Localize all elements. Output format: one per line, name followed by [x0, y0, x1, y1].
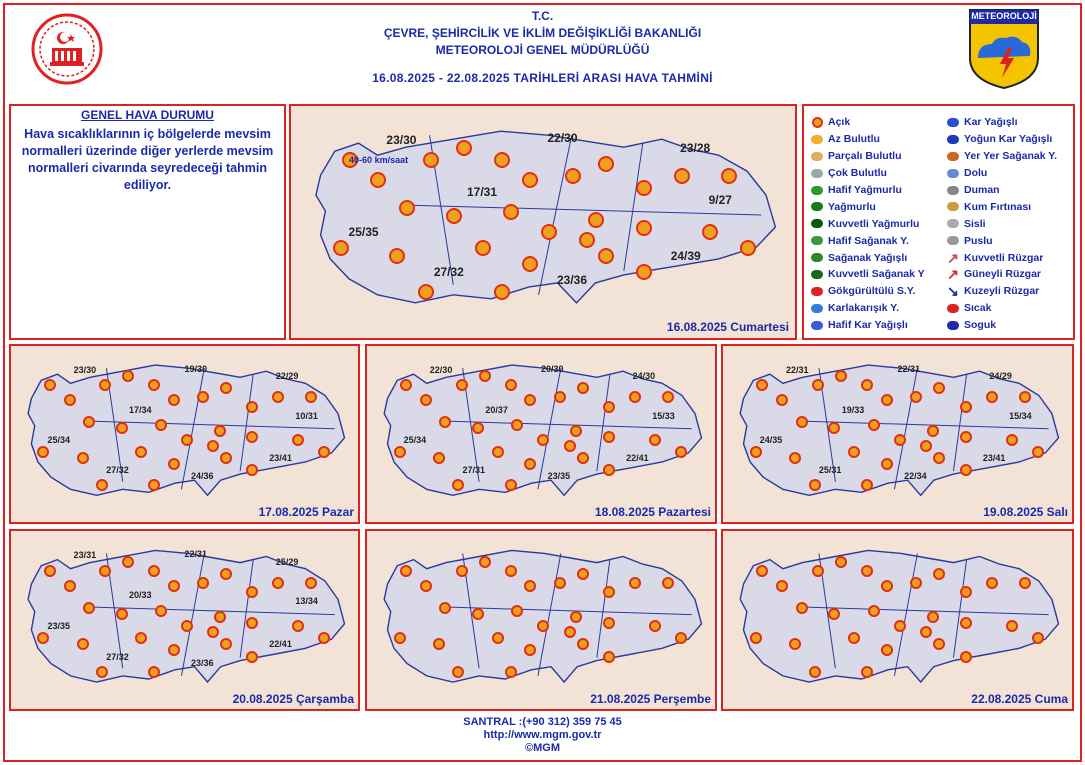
- legend-label: Kar Yağışlı: [964, 116, 1018, 129]
- partly-cloudy-icon: [810, 149, 824, 163]
- legend-label: Gökgürültülü S.Y.: [828, 285, 916, 298]
- sleet-icon: [810, 301, 824, 315]
- temperature-label: 25/29: [275, 556, 299, 567]
- footer-copyright: ©MGM: [525, 742, 560, 754]
- clear-icon: [220, 452, 232, 464]
- clear-icon: [492, 632, 504, 644]
- fog-icon: [946, 217, 960, 231]
- legend-label: Kuvvetli Yağmurlu: [828, 217, 920, 230]
- map-date: 22.08.2025 Cuma: [971, 692, 1068, 706]
- legend-item: [810, 266, 925, 283]
- temperature-label: 22/34: [904, 471, 927, 482]
- temperature-label: 23/36: [191, 657, 214, 668]
- heavy-snow-icon: [946, 132, 960, 146]
- clear-icon: [796, 416, 808, 428]
- temperature-label: 22/30: [547, 131, 578, 146]
- forecast-map-day4: [721, 344, 1074, 524]
- clear-icon: [960, 431, 972, 443]
- clear-icon: [83, 602, 95, 614]
- clear-icon: [1032, 446, 1044, 458]
- temperature-label: 23/31: [73, 550, 97, 561]
- clear-icon: [494, 152, 510, 168]
- cold-icon: [946, 318, 960, 332]
- clear-icon: [927, 425, 939, 437]
- temperature-label: 23/35: [547, 471, 571, 482]
- temperature-label: 22/31: [184, 548, 208, 559]
- legend-item: [946, 114, 1057, 131]
- clear-icon: [848, 446, 860, 458]
- clear-icon: [116, 608, 128, 620]
- clear-icon: [399, 200, 415, 216]
- clear-icon: [603, 401, 615, 413]
- temperature-label: 27/32: [433, 264, 464, 279]
- clear-icon: [433, 638, 445, 650]
- clear-icon: [579, 232, 595, 248]
- legend-item: [946, 198, 1057, 215]
- clear-icon: [565, 168, 581, 184]
- legend-label: Hafif Sağanak Y.: [828, 234, 909, 247]
- legend-item: [810, 215, 925, 232]
- legend-label: Sağanak Yağışlı: [828, 251, 908, 264]
- shower-icon: [810, 251, 824, 265]
- clear-icon: [1006, 620, 1018, 632]
- legend-item: [946, 300, 1057, 317]
- legend-label: Güneyli Rüzgar: [964, 268, 1042, 281]
- clear-icon: [479, 556, 491, 568]
- legend-column-right: [946, 114, 1057, 334]
- legend-label: Parçalı Bulutlu: [828, 150, 902, 163]
- legend-label: Kuzeyli Rüzgar: [964, 285, 1040, 298]
- clear-icon: [789, 452, 801, 464]
- temperature-label: 22/29: [275, 371, 299, 382]
- clear-icon: [740, 240, 756, 256]
- temperature-label: 15/33: [652, 410, 675, 421]
- legend-item: [946, 266, 1057, 283]
- legend-label: Çok Bulutlu: [828, 167, 887, 180]
- legend-panel: [802, 104, 1075, 340]
- header-dates: 16.08.2025 - 22.08.2025 TARİHLERİ ARASI HAVA TAHMİNİ: [372, 71, 713, 85]
- clear-icon: [439, 602, 451, 614]
- clear-icon: [155, 419, 167, 431]
- clear-icon: [675, 446, 687, 458]
- clear-icon: [868, 419, 880, 431]
- clear-icon: [494, 284, 510, 300]
- legend-item: [946, 215, 1057, 232]
- temperature-label: 9/27: [708, 193, 732, 208]
- clear-icon: [246, 651, 258, 663]
- smoke-icon: [946, 183, 960, 197]
- clear-icon: [828, 608, 840, 620]
- clear-icon: [207, 440, 219, 452]
- clear-icon: [456, 379, 468, 391]
- light-snow-icon: [810, 318, 824, 332]
- clear-icon: [835, 556, 847, 568]
- temperature-label: 22/31: [897, 363, 921, 374]
- clear-icon: [812, 565, 824, 577]
- clear-icon: [960, 586, 972, 598]
- legend-label: Yağmurlu: [828, 200, 876, 213]
- clear-icon: [861, 666, 873, 678]
- clear-icon: [472, 422, 484, 434]
- clear-icon: [881, 580, 893, 592]
- clear-icon: [577, 638, 589, 650]
- clear-icon: [598, 248, 614, 264]
- temperature-label: 22/30: [429, 365, 453, 376]
- footer-url[interactable]: http://www.mgm.gov.tr: [483, 729, 602, 741]
- legend-item: [946, 165, 1057, 182]
- clear-icon: [475, 240, 491, 256]
- clear-icon: [246, 401, 258, 413]
- scattered-shower-icon: [946, 149, 960, 163]
- clear-icon: [629, 577, 641, 589]
- legend-item: [810, 317, 925, 334]
- sandstorm-icon: [946, 200, 960, 214]
- temperature-label: 23/30: [73, 365, 97, 376]
- clear-icon: [305, 577, 317, 589]
- clear-icon: [541, 224, 557, 240]
- clear-icon: [603, 617, 615, 629]
- legend-label: Soguk: [964, 319, 997, 332]
- few-clouds-icon: [810, 132, 824, 146]
- clear-icon: [214, 425, 226, 437]
- clear-icon: [927, 611, 939, 623]
- clear-icon: [116, 422, 128, 434]
- footer: [0, 716, 1085, 755]
- legend-item: [810, 148, 925, 165]
- clear-icon: [960, 617, 972, 629]
- legend-item: [810, 300, 925, 317]
- clear-icon: [168, 458, 180, 470]
- temperature-label: 23/30: [386, 133, 417, 148]
- light-shower-icon: [810, 234, 824, 248]
- clear-icon: [292, 620, 304, 632]
- clear-icon: [433, 452, 445, 464]
- legend-item: [946, 283, 1057, 300]
- clear-icon: [960, 464, 972, 476]
- forecast-map-day7: [721, 529, 1074, 711]
- clear-icon: [881, 458, 893, 470]
- thunderstorm-icon: [810, 284, 824, 298]
- header-line1: T.C.: [531, 9, 554, 23]
- clear-icon: [750, 446, 762, 458]
- south-wind-icon: ↗: [947, 266, 959, 283]
- turkey-map-outline: [291, 106, 795, 338]
- clear-icon: [570, 611, 582, 623]
- clear-icon: [636, 180, 652, 196]
- clear-icon: [894, 434, 906, 446]
- clear-icon: [894, 620, 906, 632]
- legend-label: Kuvvetli Rüzgar: [964, 251, 1044, 264]
- legend-label: Kuvvetli Sağanak Y: [828, 268, 925, 281]
- general-weather-title: GENEL HAVA DURUMU: [81, 108, 214, 122]
- clear-icon: [418, 284, 434, 300]
- legend-item: [810, 249, 925, 266]
- haze-icon: [946, 234, 960, 248]
- snow-icon: [946, 115, 960, 129]
- header-line2: ÇEVRE, ŞEHİRCİLİK VE İKLİM DEĞİŞİKLİĞİ BAKANLIĞI: [383, 26, 702, 40]
- legend-label: Duman: [964, 184, 1000, 196]
- clear-icon: [492, 446, 504, 458]
- clear-icon: [77, 452, 89, 464]
- clear-icon: [577, 452, 589, 464]
- temperature-label: 19/33: [841, 404, 865, 415]
- clear-icon: [155, 605, 167, 617]
- clear-icon: [292, 434, 304, 446]
- legend-label: Yer Yer Sağanak Y.: [964, 150, 1058, 163]
- mgm-logo: [968, 8, 1040, 90]
- wind-speed-label: 40-60 km/saat: [349, 155, 409, 166]
- clear-icon: [181, 434, 193, 446]
- clear-icon: [394, 632, 406, 644]
- clear-icon: [333, 240, 349, 256]
- legend-label: Puslu: [964, 234, 993, 247]
- clear-icon: [960, 651, 972, 663]
- temperature-label: 20/33: [129, 590, 152, 601]
- rain-icon: [810, 200, 824, 214]
- clear-icon: [246, 431, 258, 443]
- legend-column-left: [810, 114, 925, 334]
- clear-icon: [207, 626, 219, 638]
- clear-icon: [986, 577, 998, 589]
- general-weather-panel: [9, 104, 286, 340]
- legend-label: Dolu: [964, 167, 988, 180]
- temperature-label: 20/37: [485, 404, 508, 415]
- temperature-label: 10/31: [295, 410, 318, 421]
- clear-icon: [598, 156, 614, 172]
- clear-icon: [505, 479, 517, 491]
- temperature-label: 19/30: [184, 363, 208, 374]
- temperature-label: 25/34: [403, 434, 427, 445]
- clear-icon: [96, 666, 108, 678]
- temperature-label: 22/41: [626, 452, 649, 463]
- clear-icon: [420, 580, 432, 592]
- legend-item: [810, 114, 925, 131]
- temperature-label: 25/34: [47, 434, 71, 445]
- hail-icon: [946, 166, 960, 180]
- clear-icon: [649, 620, 661, 632]
- footer-phone: SANTRAL :(+90 312) 359 75 45: [463, 716, 622, 728]
- map-date: 16.08.2025 Cumartesi: [666, 320, 789, 334]
- temperature-label: 23/35: [47, 620, 71, 631]
- temperature-label: 23/41: [982, 452, 1006, 463]
- clear-icon: [577, 568, 589, 580]
- clear-icon: [511, 605, 523, 617]
- temperature-label: 23/41: [269, 452, 292, 463]
- cloudy-icon: [810, 166, 824, 180]
- clear-icon: [564, 440, 576, 452]
- legend-label: Açık: [828, 116, 851, 129]
- clear-icon: [603, 431, 615, 443]
- temperature-label: 24/29: [989, 371, 1012, 382]
- map-date: 18.08.2025 Pazartesi: [594, 505, 711, 519]
- temperature-label: 20/30: [541, 363, 564, 374]
- clear-icon: [868, 605, 880, 617]
- temperature-label: 27/32: [106, 651, 129, 662]
- legend-item: [810, 198, 925, 215]
- clear-icon: [554, 577, 566, 589]
- clear-icon: [570, 425, 582, 437]
- temperature-label: 22/41: [269, 639, 292, 650]
- clear-icon: [756, 565, 768, 577]
- map-date: 17.08.2025 Pazar: [258, 505, 354, 519]
- legend-item: [946, 182, 1057, 199]
- header-line3: METEOROLOJİ GENEL MÜDÜRLÜĞÜ: [435, 43, 650, 57]
- clear-icon: [479, 370, 491, 382]
- legend-item: [946, 232, 1057, 249]
- legend-item: [810, 232, 925, 249]
- clear-icon: [1032, 632, 1044, 644]
- clear-icon: [1019, 577, 1031, 589]
- clear-icon: [394, 446, 406, 458]
- clear-icon: [318, 446, 330, 458]
- clear-icon: [122, 556, 134, 568]
- heavy-shower-icon: [810, 267, 824, 281]
- legend-item: [946, 317, 1057, 334]
- legend-label: Hafif Yağmurlu: [828, 184, 902, 196]
- clear-icon: [796, 602, 808, 614]
- legend-item: [810, 182, 925, 199]
- general-weather-text: Hava sıcaklıklarının iç bölgelerde mevsim normalleri üzerinde diğer yerlerde mevsim normalleri civarında seyredeceği tahmin ediliyor.: [21, 127, 274, 192]
- temperature-label: 17/34: [129, 404, 152, 415]
- clear-icon: [472, 608, 484, 620]
- hot-icon: [946, 301, 960, 315]
- clear-icon: [702, 224, 718, 240]
- clear-icon: [662, 577, 674, 589]
- temperature-label: 27/31: [462, 465, 486, 476]
- clear-icon: [181, 620, 193, 632]
- legend-item: [810, 283, 925, 300]
- map-date: 21.08.2025 Perşembe: [590, 692, 711, 706]
- clear-icon: [960, 401, 972, 413]
- clear-icon: [809, 479, 821, 491]
- heavy-rain-icon: [810, 217, 824, 231]
- forecast-map-day6: [365, 529, 717, 711]
- temperature-label: 15/34: [1009, 410, 1032, 421]
- clear-icon: [674, 168, 690, 184]
- temperature-label: 27/32: [106, 465, 129, 476]
- clear-icon: [636, 220, 652, 236]
- forecast-map-day1: [289, 104, 797, 340]
- clear-icon: [809, 666, 821, 678]
- light-rain-icon: [810, 183, 824, 197]
- temperature-label: 22/31: [786, 365, 809, 376]
- legend-item: [946, 148, 1057, 165]
- clear-icon: [423, 152, 439, 168]
- clear-icon: [214, 611, 226, 623]
- clear-icon: [522, 256, 538, 272]
- clear-icon: [810, 115, 824, 129]
- legend-label: Hafif Kar Yağışlı: [828, 319, 908, 332]
- temperature-label: 23/28: [680, 141, 711, 156]
- forecast-map-day5: [9, 529, 360, 711]
- legend-label: Az Bulutlu: [828, 133, 880, 146]
- temperature-label: 13/34: [295, 596, 318, 607]
- strong-wind-icon: ↗: [947, 249, 959, 266]
- clear-icon: [1006, 434, 1018, 446]
- legend-label: Karlakarışık Y.: [828, 302, 900, 315]
- temperature-label: 24/30: [632, 371, 656, 382]
- clear-icon: [64, 580, 76, 592]
- clear-icon: [83, 416, 95, 428]
- legend-label: Sıcak: [964, 302, 992, 315]
- clear-icon: [861, 565, 873, 577]
- clear-icon: [64, 394, 76, 406]
- temperature-label: 17/31: [466, 185, 497, 200]
- temperature-label: 24/39: [670, 248, 701, 263]
- header: [0, 8, 1085, 87]
- legend-label: Kum Fırtınası: [964, 200, 1032, 213]
- clear-icon: [636, 264, 652, 280]
- clear-icon: [603, 464, 615, 476]
- clear-icon: [400, 565, 412, 577]
- clear-icon: [439, 416, 451, 428]
- clear-icon: [220, 568, 232, 580]
- clear-icon: [168, 580, 180, 592]
- clear-icon: [77, 638, 89, 650]
- forecast-map-day2: [9, 344, 360, 524]
- legend-item: [946, 131, 1057, 148]
- clear-icon: [675, 632, 687, 644]
- map-date: 19.08.2025 Salı: [983, 505, 1068, 519]
- temperature-label: 25/35: [348, 225, 379, 239]
- temperature-label: 24/36: [191, 471, 214, 482]
- forecast-map-day3: [365, 344, 717, 524]
- mgm-logo-text: METEOROLOJİ: [971, 11, 1037, 21]
- clear-icon: [456, 565, 468, 577]
- clear-icon: [246, 617, 258, 629]
- legend-label: Yoğun Kar Yağışlı: [964, 133, 1053, 146]
- clear-icon: [511, 419, 523, 431]
- clear-icon: [318, 632, 330, 644]
- clear-icon: [750, 632, 762, 644]
- legend-item: [946, 249, 1057, 266]
- clear-icon: [505, 565, 517, 577]
- temperature-label: 24/35: [759, 434, 783, 445]
- clear-icon: [603, 651, 615, 663]
- north-wind-icon: ↘: [947, 283, 959, 300]
- clear-icon: [505, 666, 517, 678]
- temperature-label: 23/36: [556, 272, 588, 287]
- clear-icon: [776, 580, 788, 592]
- legend-label: Sisli: [964, 217, 986, 230]
- legend-item: [810, 131, 925, 148]
- map-date: 20.08.2025 Çarşamba: [232, 692, 354, 706]
- clear-icon: [649, 434, 661, 446]
- clear-icon: [564, 626, 576, 638]
- legend-item: [810, 165, 925, 182]
- clear-icon: [456, 140, 472, 156]
- clear-icon: [44, 565, 56, 577]
- temperature-label: 25/31: [818, 465, 842, 476]
